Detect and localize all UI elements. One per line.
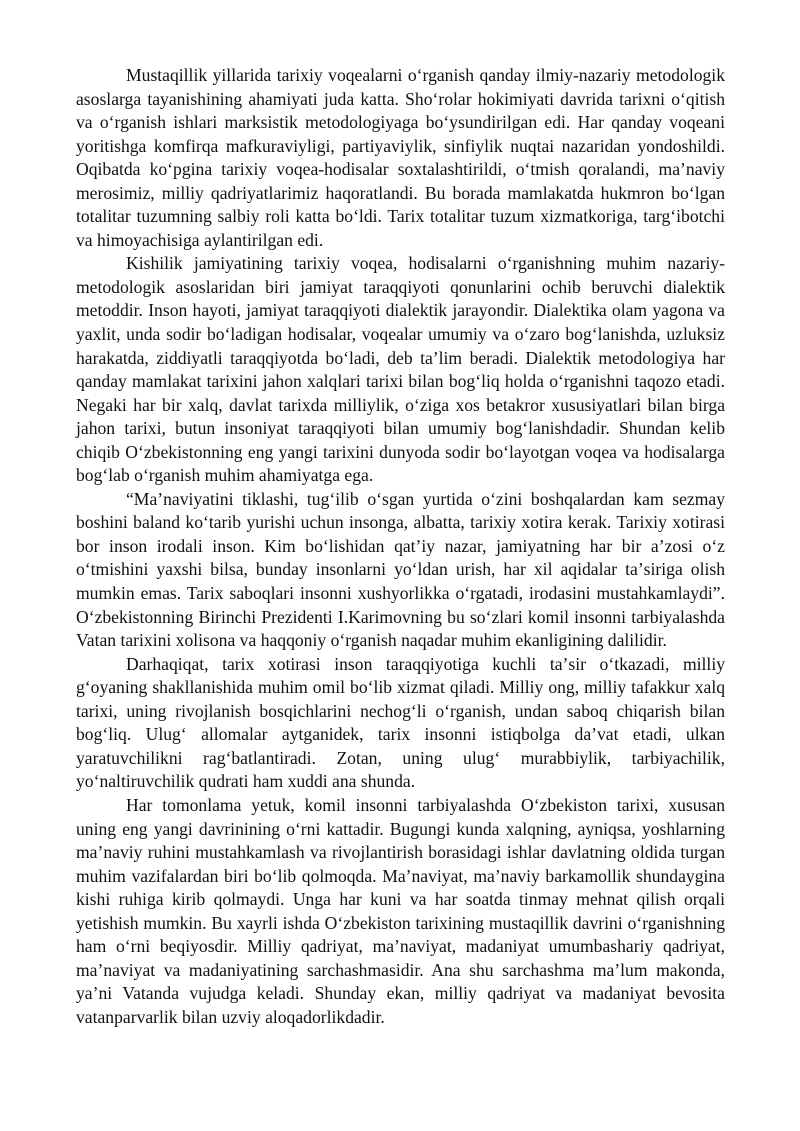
document-page <box>76 64 725 1029</box>
paragraph-3: “Maʼnaviyatini tiklashi, tugʻilib oʻsgan yurtida oʻzini boshqalardan kam sezmay boshini baland koʻtarib yurishi uchun insonga, albatta, tarixiy xotira kerak. Tarixiy xotirasi bor inson irodali inson. Kim boʻlishidan qatʼiy nazar, jamiyatning har bir aʼzosi oʻz oʻtmishini yaxshi bilsa, bunday insonlarni yoʻldan urish, har xil aqidalar taʼsiriga olish mumkin emas. Tarix saboqlari insonni xushyorlikka oʻrgatadi, irodasini mustahkamlaydi”. Oʻzbekistonning Birinchi Prezidenti I.Karimovning bu soʻzlari komil insonni tarbiyalashda Vatan tarixini xolisona va haqqoniy oʻrganish naqadar muhim ekanligining dalilidir. <box>76 488 725 651</box>
paragraph-2: Kishilik jamiyatining tarixiy voqea, hodisalarni oʻrganishning muhim nazariy-metodologik asoslaridan biri jamiyat taraqqiyoti qonunlarini ochib beruvchi dialektik metoddir. Inson hayoti, jamiyat taraqqiyoti dialektik jarayondir. Dialektika olam yagona va yaxlit, unda sodir boʻladigan hodisalar, voqealar umumiy va oʻzaro bogʻlanishda, uzluksiz harakatda, ziddiyatli taraqqiyotda boʻladi, deb taʼlim beradi. Dialektik metodologiya har qanday mamlakat tarixini jahon xalqlari tarixi bilan bogʻliq holda oʻrganishni taqozo etadi. Negaki har bir xalq, davlat tarixda milliylik, oʻziga xos betakror xususiyatlari bilan birga jahon tarixi, butun insoniyat taraqqiyoti bilan umumiy bogʻlanishdadir. Shundan kelib chiqib Oʻzbekistonning eng yangi tarixini dunyoda sodir boʻlayotgan voqea va hodisalarga bogʻlab oʻrganish muhim ahamiyatga ega. <box>76 253 725 486</box>
paragraph-1: Mustaqillik yillarida tarixiy voqealarni oʻrganish qanday ilmiy-nazariy metodologik asoslarga tayanishining ahamiyati juda katta. Shoʻrolar hokimiyati davrida tarixni oʻqitish va oʻrganish ishlari marksistik metodologiyaga boʻysundirilgan edi. Har qanday voqeani yoritishga komfirqa mafkuraviyligi, partiyaviylik, sinfiylik nuqtai nazaridan yondoshildi. Oqibatda koʻpgina tarixiy voqea-hodisalar soxtalashtirildi, oʻtmish qoralandi, maʼnaviy merosimiz, milliy qadriyatlarimiz haqoratlandi. Bu borada mamlakatda hukmron boʻlgan totalitar tuzumning salbiy roli katta boʻldi. Tarix totalitar tuzum xizmatkoriga, targʻibotchi va himoyachisiga aylantirilgan edi. <box>76 65 725 250</box>
paragraph-5: Har tomonlama yetuk, komil insonni tarbiyalashda Oʻzbekiston tarixi, xususan uning eng yangi davrinining oʻrni kattadir. Bugungi kunda xalqning, ayniqsa, yoshlarning maʼnaviy ruhini mustahkamlash va rivojlantirish borasidagi ishlar davlatning oldida turgan muhim vazifalardan biri boʻlib qolmoqda. Maʼnaviyat, maʼnaviy barkamollik shundaygina kishi ruhiga kirib qolmaydi. Unga har kuni va har soatda tinmay mehnat qilish orqali yetishish mumkin. Bu xayrli ishda Oʻzbekiston tarixining mustaqillik davrini oʻrganishning ham oʻrni beqiyosdir. Milliy qadriyat, maʼnaviyat, madaniyat umumbashariy qadriyat, maʼnaviyat va madaniyatining sarchashmasidir. Ana shu sarchashma maʼlum makonda, yaʼni Vatanda vujudga keladi. Shunday ekan, milliy qadriyat va madaniyat bevosita vatanparvarlik bilan uzviy aloqadorlikdadir. <box>76 794 725 1027</box>
paragraph-4: Darhaqiqat, tarix xotirasi inson taraqqiyotiga kuchli taʼsir oʻtkazadi, milliy gʻoyaning shakllanishida muhim omil boʻlib xizmat qiladi. Milliy ong, milliy tafakkur xalq tarixi, uning rivojlanish bosqichlarini nechogʻli oʻrganish, undan saboq chiqarish bilan bogʻliq. Ulugʻ allomalar aytganidek, tarix insonni istiqbolga daʼvat etadi, ulkan yaratuvchilikni ragʻbatlantiradi. Zotan, uning ulugʻ murabbiylik, tarbiyachilik, yoʻnaltiruvchilik qudrati ham xuddi ana shunda. <box>76 653 725 792</box>
